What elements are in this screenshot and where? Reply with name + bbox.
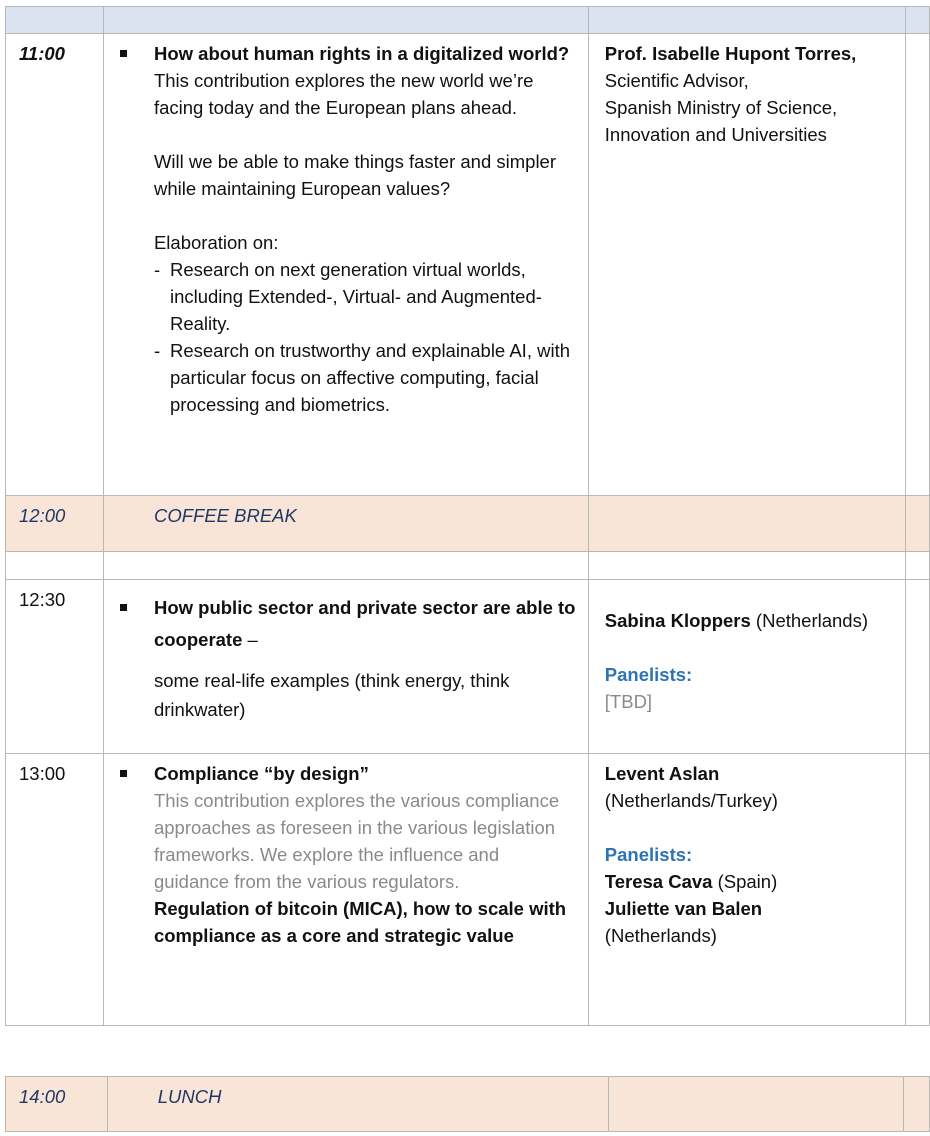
header-cell-speaker [588,7,905,34]
empty-cell [588,496,905,552]
session-row-1100 [6,34,930,496]
session-topic [103,34,588,496]
speaker-cell [588,754,905,1026]
session-topic [103,754,588,1026]
header-cell-extra [906,7,930,34]
session-description-question: Will we be able to make things faster and simpler while maintaining European values? [153,151,557,199]
list-item: - Research on trustworthy and explainable AI, with particular focus on affective computing, facial processing and biometrics. [153,340,570,415]
session-title: How about human rights in a digitalized world? [153,43,570,64]
speaker-country: (Netherlands/Turkey) [604,790,778,811]
empty-cell [906,34,930,496]
break-label: LUNCH [107,1077,608,1132]
bullet-icon [120,770,127,777]
elaboration-label: Elaboration on: [153,232,279,253]
agenda-table [5,6,930,1026]
session-title: How public sector and private sector are able to cooperate [153,597,576,650]
break-label: COFFEE BREAK [103,496,588,552]
empty-cell [906,580,930,754]
panelist-country: (Netherlands) [604,925,717,946]
panelist-country: (Spain) [712,871,778,892]
session-row-1230 [6,580,930,754]
empty-cell [906,754,930,1026]
speaker-name: Levent Aslan [604,763,720,784]
panelists-value: [TBD] [604,691,653,712]
panelist-name: Juliette van Balen [604,898,763,919]
break-row-lunch [6,1077,930,1132]
list-item: - Research on next generation virtual worlds, including Extended-, Virtual- and Augmented-Reality. [153,259,542,334]
speaker-organization: Spanish Ministry of Science, Innovation and Universities [604,97,838,145]
panelists-label: Panelists: [604,664,693,685]
session-title-suffix: – [242,629,258,650]
bullet-icon [120,604,127,611]
lunch-table [5,1076,930,1132]
session-time: 13:00 [6,754,104,1026]
session-row-1300 [6,754,930,1026]
session-time: 11:00 [6,34,104,496]
speaker-cell [588,34,905,496]
header-row [6,7,930,34]
session-highlight: Regulation of bitcoin (MICA), how to scale with compliance as a core and strategic value [153,898,567,946]
speaker-cell [588,580,905,754]
speaker-name: Prof. Isabelle Hupont Torres, [604,43,857,64]
empty-cell [609,1077,904,1132]
break-time: 12:00 [6,496,104,552]
speaker-role: Scientific Advisor, [604,70,749,91]
session-title: Compliance “by design” [153,763,369,784]
spacer-row [6,552,930,580]
break-row-coffee [6,496,930,552]
session-description: This contribution explores the new world we’re facing today and the European plans ahead. [153,70,534,118]
header-cell-topic [103,7,588,34]
empty-cell [903,1077,929,1132]
session-description: This contribution explores the various compliance approaches as foreseen in the various legislation frameworks. We explore the influence and guidance from the various regulators. [153,790,560,892]
panelists-label: Panelists: [604,844,693,865]
session-time: 12:30 [6,580,104,754]
session-description: some real-life examples (think energy, think drinkwater) [153,670,510,720]
empty-cell [906,496,930,552]
panelist-name: Teresa Cava [604,871,713,892]
break-time: 14:00 [6,1077,108,1132]
bullet-icon [120,50,127,57]
session-topic [103,580,588,754]
speaker-name: Sabina Kloppers [604,610,751,631]
speaker-country: (Netherlands) [750,610,868,631]
header-cell-time [6,7,104,34]
